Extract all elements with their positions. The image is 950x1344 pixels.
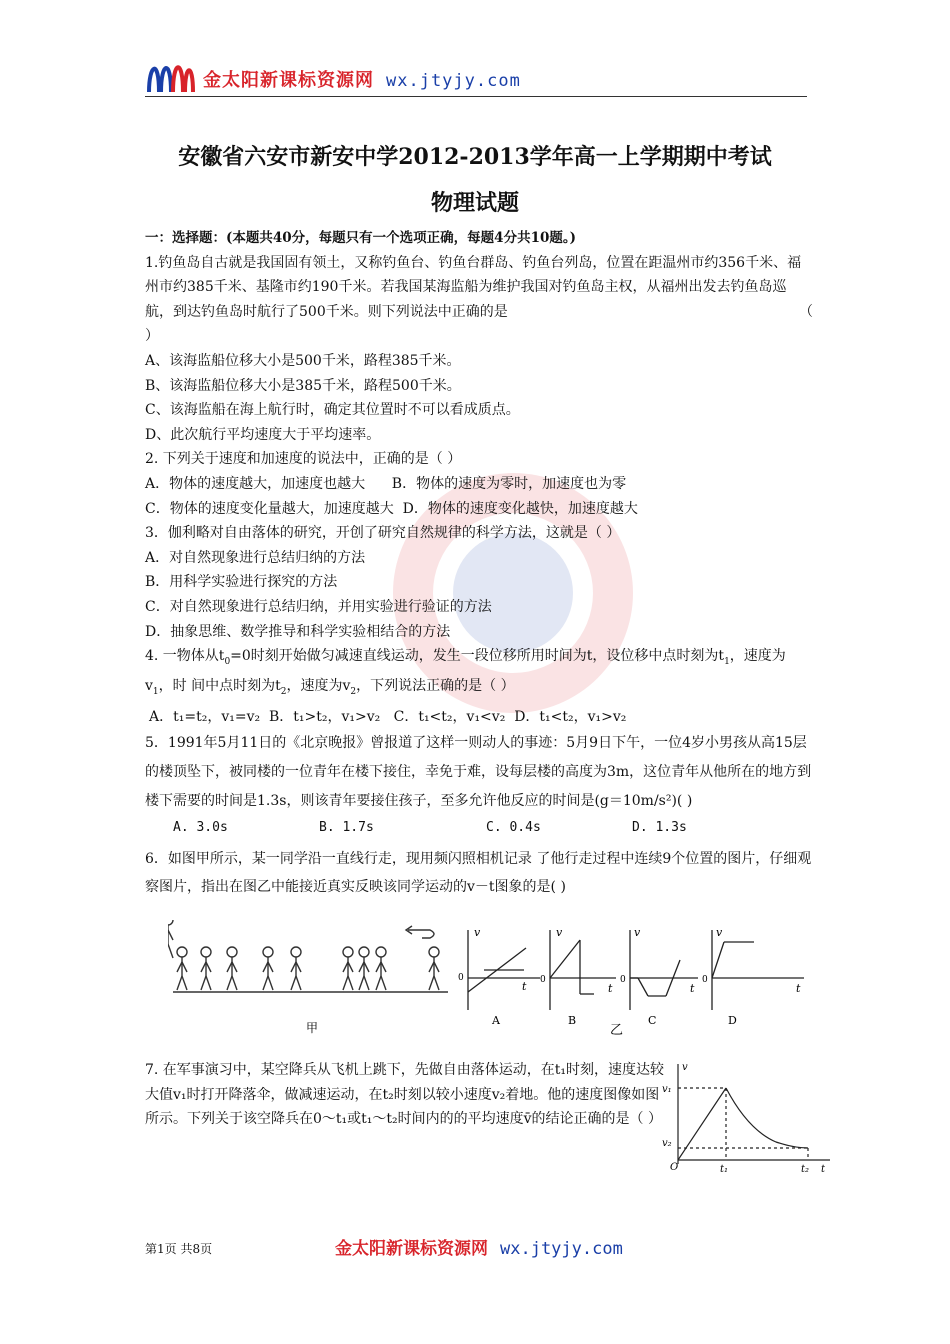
graph-b-t-label: t [608, 982, 613, 995]
q5-stem: 5．1991年5月11日的《北京晚报》曾报道了这样一则动人的事迹：5月9日下午，一位4岁小男孩从高15层的楼顶坠下，被同楼的一位青年在楼下接住，幸免于难，设每层楼的高度为3m，这位青年从他所在的地方到楼下需要的时间是1.3s，则该青年要接住孩子，至多允许他反应的时间是(g＝10m/s²)( ) [145, 735, 812, 810]
graph-d-t-label: t [796, 982, 801, 995]
page-title: 安徽省六安市新安中学2012-2013学年高一上学期期中考试 [178, 144, 772, 170]
graph-d-v-label: v [716, 926, 723, 939]
question-body [145, 226, 813, 901]
graph-a-t-label: t [522, 980, 527, 993]
graph-d-origin: 0 [702, 975, 708, 985]
q1-stem: 1.钓鱼岛自古就是我国固有领土，又称钓鱼台、钓鱼台群岛、钓鱼台列岛，位置在距温州市约356千米、福州市约385千米、基隆市约190千米。若我国某海监船为维护我国对钓鱼岛主权，从福州出发去钓鱼岛巡航，到达钓鱼岛时航行了500千米。则下列说法中正确的是 （ [145, 254, 813, 320]
q5-option-d: D. 1.3s [632, 820, 687, 836]
q7-axis-v: v [682, 1062, 688, 1073]
graph-label-c: C [648, 1014, 657, 1027]
vt-graph-a [468, 930, 540, 1010]
page-number: 第1页 共8页 [145, 1242, 213, 1256]
q7-label-v1: v₁ [662, 1084, 672, 1095]
q1-option-a: A、该海监船位移大小是500千米，路程385千米。 [145, 352, 461, 369]
q4-stem: 4. 一物体从$t_0=0$时刻开始做匀减速直线运动，发生一段位移所用时间为t，设位移中点时刻为$t_1$，速度为$v_1$，时 间中点时刻为$t_2$，速度为$v_2$，下列说法正确的是（ ） [145, 648, 786, 698]
q3-option-b: B．用科学实验进行探究的方法 [145, 574, 338, 591]
q7-origin: O [670, 1162, 679, 1173]
graph-a-origin: 0 [458, 973, 464, 983]
q7-axis-t: t [821, 1164, 826, 1175]
q6-label-yi: 乙 [610, 1023, 624, 1038]
graph-label-a: A [492, 1014, 500, 1027]
header-divider [145, 96, 807, 97]
q3-stem: 3．伽利略对自由落体的研究，开创了研究自然规律的科学方法，这就是（ ） [145, 525, 621, 542]
vt-graph-c [630, 930, 698, 1010]
q4-options: A．t₁=t₂，v₁=v₂ B．t₁>t₂，v₁>v₂ C．t₁<t₂，v₁<v₂ D．t₁<t₂，v₁>v₂ [149, 708, 627, 725]
q6-stem: 6．如图甲所示，某一同学沿一直线行走，现用频闪照相机记录 了他行走过程中连续9个位置的图片，仔细观察图片，指出在图乙中能接近真实反映该同学运动的v－t图象的是( ) [145, 851, 812, 896]
q7-label-v2: v₂ [662, 1138, 672, 1149]
section-heading: 一：选择题：(本题共40分，每题只有一个选项正确，每题4分共10题。) [145, 230, 576, 246]
q6-figure [168, 920, 808, 1040]
graph-b-v-label: v [556, 926, 563, 939]
site-logo-icon [145, 52, 197, 98]
page-subtitle: 物理试题 [430, 190, 519, 216]
vt-graph-b [550, 930, 616, 1010]
site-url[interactable]: wx.jtyjy.com [386, 71, 521, 91]
graph-label-d: D [728, 1014, 737, 1027]
site-name [203, 66, 521, 92]
q2-stem: 2. 下列关于速度和加速度的说法中，正确的是（ ） [145, 451, 462, 468]
q7-velocity-graph [658, 1060, 838, 1175]
site-name-text: 金太阳新课标资源网 [203, 70, 374, 91]
q7-stem: 7. 在军事演习中，某空降兵从飞机上跳下，先做自由落体运动，在t₁时刻，速度达较大值v₁时打开降落伞，做减速运动，在t₂时刻以较小速度v₂着地。他的速度图像如图所示。下列关于该空降兵在0～t₁或t₁～t₂时间内的的平均速度v̄的结论正确的是（ ） [145, 1062, 665, 1128]
q2-options-cd: C．物体的速度变化量越大，加速度越大 D．物体的速度变化越快，加速度越大 [145, 500, 638, 517]
page-header [145, 52, 805, 98]
q1-option-b: B、该海监船位移大小是385千米，路程500千米。 [145, 377, 461, 394]
graph-label-b: B [568, 1014, 577, 1027]
graph-b-origin: 0 [540, 975, 546, 985]
q1-option-c: C、该海监船在海上航行时，确定其位置时不可以看成质点。 [145, 402, 520, 419]
graph-c-v-label: v [634, 926, 641, 939]
q5-option-c: C. 0.4s [486, 820, 541, 836]
q5-option-a: A. 3.0s [173, 820, 228, 836]
footer-site-name: 金太阳新课标资源网 [335, 1239, 488, 1259]
q7-label-t1: t₁ [720, 1164, 729, 1175]
q3-option-c: C．对自然现象进行总结归纳，并用实验进行验证的方法 [145, 598, 492, 615]
q7-block [145, 1058, 665, 1132]
footer-site [335, 1234, 623, 1259]
q7-label-t2: t₂ [801, 1164, 810, 1175]
graph-a-v-label: v [474, 926, 481, 939]
vt-graph-d [712, 930, 804, 1010]
q1-option-d: D、此次航行平均速度大于平均速率。 [145, 426, 381, 443]
graph-c-t-label: t [690, 982, 695, 995]
q5-option-b: B. 1.7s [319, 820, 374, 836]
q1-paren-close: ） [145, 328, 159, 345]
graph-c-origin: 0 [620, 975, 626, 985]
q3-option-d: D．抽象思维、数学推导和科学实验相结合的方法 [145, 623, 451, 640]
q3-option-a: A．对自然现象进行总结归纳的方法 [145, 549, 366, 566]
q2-options-ab: A．物体的速度越大，加速度也越大 B．物体的速度为零时，加速度也为零 [145, 475, 627, 492]
page-footer [145, 1232, 805, 1262]
walking-person-sequence-icon [168, 920, 448, 992]
footer-url[interactable]: wx.jtyjy.com [500, 1239, 623, 1259]
q6-label-jia: 甲 [306, 1021, 319, 1035]
q5-options [145, 816, 813, 841]
